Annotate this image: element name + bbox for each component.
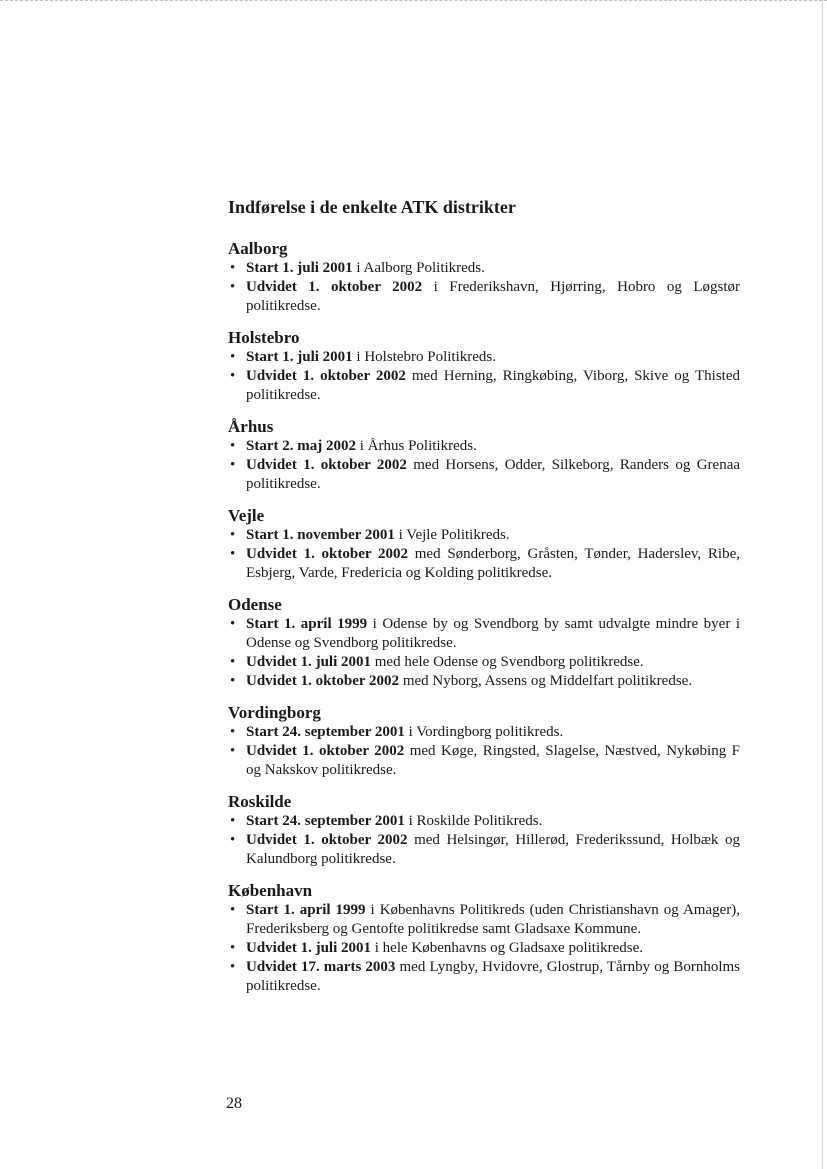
- list-item: [228, 259, 740, 278]
- list-item: [228, 939, 740, 958]
- item-text: i Frederikshavn, Hjørring, Hobro og Løgstør politikredse.: [246, 279, 740, 314]
- section-heading: Aalborg: [228, 239, 288, 258]
- list-item: [228, 615, 740, 653]
- item-list: [228, 812, 740, 869]
- item-date: Udvidet 1. oktober 2002: [246, 368, 406, 384]
- item-text: i hele Københavns og Gladsaxe politikredse.: [371, 940, 644, 956]
- item-list: [228, 437, 740, 494]
- section-arhus: [228, 417, 740, 494]
- section-holstebro: [228, 328, 740, 405]
- item-text: med Lyngby, Hvidovre, Glostrup, Tårnby og Bornholms politikredse.: [246, 959, 740, 994]
- item-list: [228, 259, 740, 316]
- list-item: [228, 958, 740, 996]
- list-item: [228, 367, 740, 405]
- list-item: [228, 723, 740, 742]
- item-text: i Holstebro Politikreds.: [352, 349, 496, 365]
- item-date: Udvidet 1. oktober 2002: [246, 279, 423, 295]
- item-date: Udvidet 1. oktober 2002: [246, 546, 409, 562]
- section-vordingborg: [228, 703, 740, 780]
- section-vejle: [228, 506, 740, 583]
- section-heading: København: [228, 881, 313, 900]
- item-date: Udvidet 1. oktober 2002: [246, 457, 407, 473]
- item-text: i Københavns Politikreds (uden Christianshavn og Amager), Frederiksberg og Gentofte politikredse samt Gladsaxe Kommune.: [246, 902, 740, 937]
- item-date: Start 24. september 2001: [246, 813, 405, 829]
- list-item: [228, 812, 740, 831]
- section-heading: Roskilde: [228, 792, 292, 811]
- item-text: med Herning, Ringkøbing, Viborg, Skive og Thisted politikredse.: [246, 368, 741, 403]
- item-text: med Horsens, Odder, Silkeborg, Randers og Grenaa politikredse.: [246, 457, 741, 492]
- item-date: Start 1. november 2001: [246, 527, 395, 543]
- document-body: [228, 196, 740, 1008]
- item-date: Udvidet 1. oktober 2002: [246, 832, 408, 848]
- list-item: [228, 278, 740, 316]
- item-date: Start 24. september 2001: [246, 724, 405, 740]
- section-heading: Holstebro: [228, 328, 300, 347]
- section-roskilde: [228, 792, 740, 869]
- list-item: [228, 456, 740, 494]
- section-heading: Odense: [228, 595, 282, 614]
- section-heading: Vordingborg: [228, 703, 321, 722]
- list-item: [228, 742, 740, 780]
- item-text: med hele Odense og Svendborg politikredse.: [371, 654, 644, 670]
- section-heading: Vejle: [228, 506, 265, 525]
- scan-edge-top: [0, 0, 827, 4]
- item-date: Udvidet 1. juli 2001: [246, 940, 372, 956]
- item-text: i Vejle Politikreds.: [394, 527, 510, 543]
- item-text: i Roskilde Politikreds.: [404, 813, 543, 829]
- list-item: [228, 526, 740, 545]
- section-heading: Århus: [228, 417, 274, 436]
- item-text: med Køge, Ringsted, Slagelse, Næstved, Nykøbing F og Nakskov politikredse.: [246, 743, 741, 778]
- list-item: [228, 437, 740, 456]
- item-date: Start 1. juli 2001: [246, 260, 353, 276]
- item-text: i Odense by og Svendborg by samt udvalgte mindre byer i Odense og Svendborg politikredse.: [246, 616, 741, 651]
- item-list: [228, 526, 740, 583]
- item-list: [228, 901, 740, 996]
- item-text: med Sønderborg, Gråsten, Tønder, Haderslev, Ribe, Esbjerg, Varde, Fredericia og Kolding politikredse.: [246, 546, 740, 581]
- section-odense: [228, 595, 740, 691]
- list-item: [228, 545, 740, 583]
- item-list: [228, 615, 740, 691]
- item-date: Start 1. juli 2001: [246, 349, 353, 365]
- list-item: [228, 348, 740, 367]
- document-title: Indførelse i de enkelte ATK distrikter: [228, 197, 516, 217]
- item-list: [228, 348, 740, 405]
- section-kobenhavn: [228, 881, 740, 996]
- page-number: 28: [226, 1095, 242, 1112]
- list-item: [228, 653, 740, 672]
- item-date: Start 1. april 1999: [246, 902, 366, 918]
- item-text: med Helsingør, Hillerød, Frederikssund, Holbæk og Kalundborg politikredse.: [246, 832, 740, 867]
- scan-edge-right: [822, 0, 823, 1169]
- list-item: [228, 672, 740, 691]
- item-date: Start 1. april 1999: [246, 616, 368, 632]
- item-date: Udvidet 1. oktober 2002: [246, 743, 405, 759]
- item-list: [228, 723, 740, 780]
- section-aalborg: [228, 239, 740, 316]
- item-text: i Århus Politikreds.: [355, 438, 477, 454]
- item-date: Udvidet 1. juli 2001: [246, 654, 372, 670]
- item-text: i Aalborg Politikreds.: [352, 260, 485, 276]
- item-text: i Vordingborg politikreds.: [404, 724, 564, 740]
- item-date: Udvidet 17. marts 2003: [246, 959, 396, 975]
- item-date: Udvidet 1. oktober 2002: [246, 673, 400, 689]
- list-item: [228, 831, 740, 869]
- list-item: [228, 901, 740, 939]
- item-date: Start 2. maj 2002: [246, 438, 356, 454]
- item-text: med Nyborg, Assens og Middelfart politikredse.: [399, 673, 693, 689]
